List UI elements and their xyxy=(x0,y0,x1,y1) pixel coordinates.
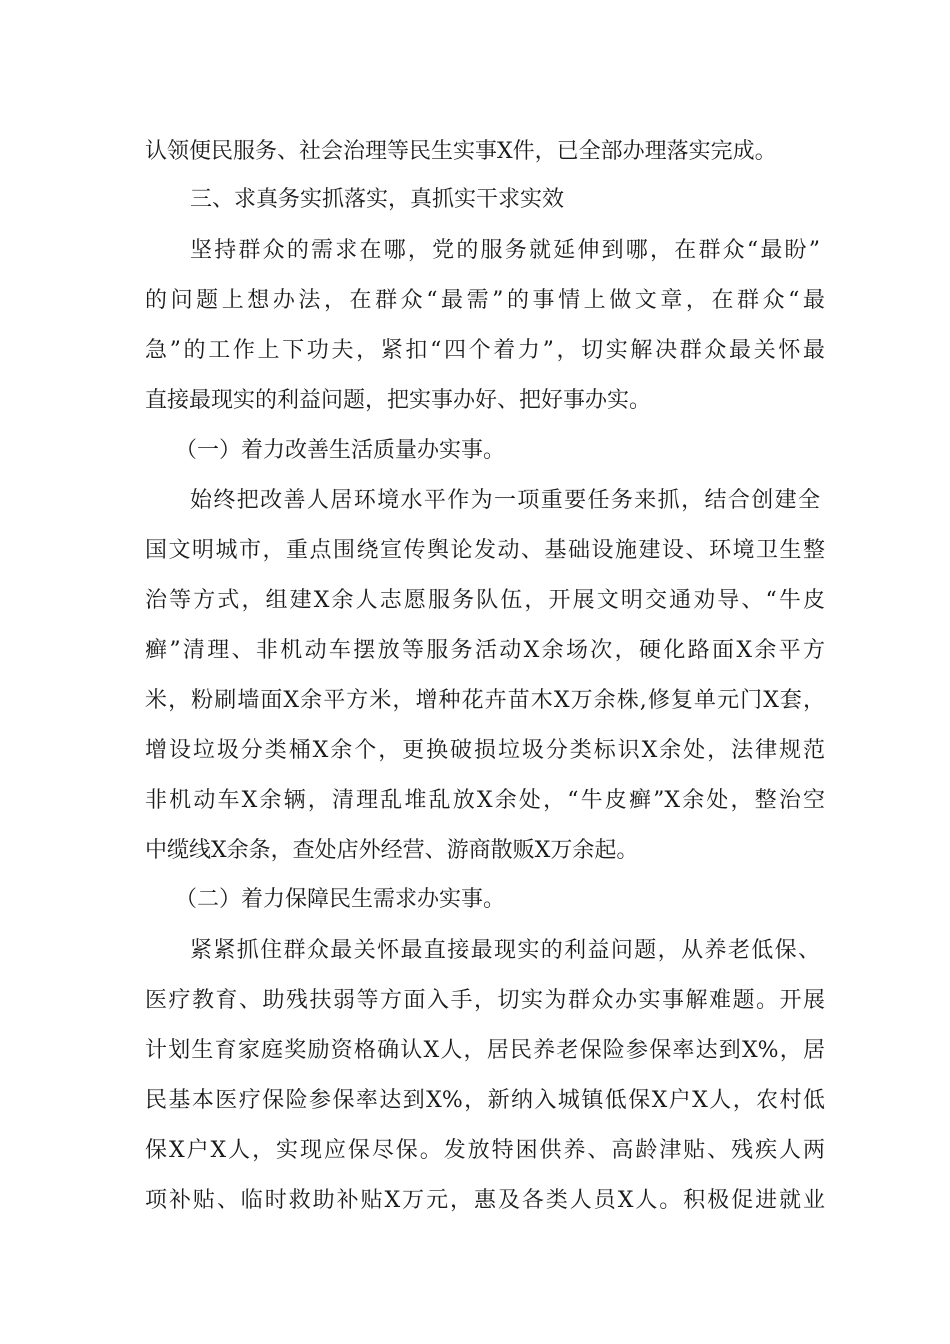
paragraph-line: 增设垃圾分类桶X余个，更换破损垃圾分类标识X余处，法律规范 xyxy=(145,738,825,763)
paragraph-line: 米，粉刷墙面X余平方米，增种花卉苗木X万余株,修复单元门X套， xyxy=(145,688,825,713)
paragraph-line: 治等方式，组建X余人志愿服务队伍，开展文明交通劝导、“牛皮 xyxy=(145,588,825,613)
paragraph-line: 民基本医疗保险参保率达到X%，新纳入城镇低保X户X人，农村低 xyxy=(145,1088,825,1113)
text-line: 认领便民服务、社会治理等民生实事X件，已全部办理落实完成。 xyxy=(145,139,777,164)
paragraph-line: 直接最现实的利益问题，把实事办好、把好事办实。 xyxy=(145,388,652,413)
paragraph-line: 中缆线X余条，查处店外经营、游商散贩X万余起。 xyxy=(145,838,639,863)
paragraph-line: 医疗教育、助残扶弱等方面入手，切实为群众办实事解难题。开展 xyxy=(145,988,825,1013)
paragraph-line: 的问题上想办法，在群众“最需”的事情上做文章，在群众“最 xyxy=(145,288,825,313)
paragraph-line: 计划生育家庭奖励资格确认X人，居民养老保险参保率达到X%，居 xyxy=(145,1038,825,1063)
paragraph-line: 急”的工作上下功夫，紧扣“四个着力”，切实解决群众最关怀最 xyxy=(145,338,825,363)
paragraph-line: 保X户X人，实现应保尽保。发放特困供养、高龄津贴、残疾人两 xyxy=(145,1138,825,1163)
paragraph-line: 非机动车X余辆，清理乱堆乱放X余处，“牛皮癣”X余处，整治空 xyxy=(145,788,825,813)
paragraph-line: 国文明城市，重点围绕宣传舆论发动、基础设施建设、环境卫生整 xyxy=(145,538,825,563)
paragraph-line: 癣”清理、非机动车摆放等服务活动X余场次，硬化路面X余平方 xyxy=(145,638,825,663)
paragraph-line: 始终把改善人居环境水平作为一项重要任务来抓，结合创建全 xyxy=(190,488,820,513)
section-heading: 三、求真务实抓落实，真抓实干求实效 xyxy=(190,187,565,212)
paragraph-line: 紧紧抓住群众最关怀最直接最现实的利益问题，从养老低保、 xyxy=(190,938,820,963)
subsection-heading: （一）着力改善生活质量办实事。 xyxy=(175,438,506,463)
paragraph-line: 项补贴、临时救助补贴X万元，惠及各类人员X人。积极促进就业 xyxy=(145,1188,825,1213)
paragraph-line: 坚持群众的需求在哪，党的服务就延伸到哪，在群众“最盼” xyxy=(190,238,820,263)
subsection-heading: （二）着力保障民生需求办实事。 xyxy=(175,887,506,912)
